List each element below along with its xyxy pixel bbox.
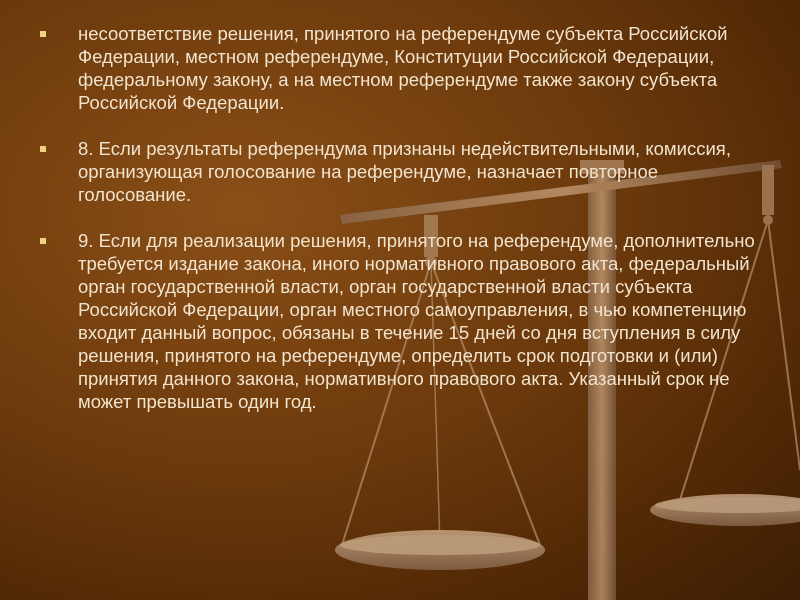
square-bullet-icon: [40, 238, 46, 244]
bullet-item-3: [40, 229, 770, 413]
bullet-item-2: [40, 137, 770, 206]
bullet-text-2: 8. Если результаты референдума признаны недействительными, комиссия, организующая голосование на референдуме, назначает повторное голосование.: [78, 138, 731, 205]
bullet-text-3: 9. Если для реализации решения, принятого на референдуме, дополнительно требуется издание закона, иного нормативного правового акта, федеральный орган государственной власти, орган государственной власти субъекта Российской Федерации, орган местного самоуправления, в чью компетенцию входит данный вопрос, обязаны в течение 15 дней со дня вступления в силу решения, принятого на референдуме, определить срок подготовки и (или) принятия данного закона, нормативного правового акта. Указанный срок не может превышать один год.: [78, 230, 755, 412]
bullet-text-1: несоответствие решения, принятого на референдуме субъекта Российской Федерации, местном референдуме, Конституции Российской Федерации, федеральному закону, а на местном референдуме также закону субъекта Российской Федерации.: [78, 23, 728, 113]
slide-content: [40, 22, 770, 436]
bullet-item-1: [40, 22, 770, 114]
square-bullet-icon: [40, 31, 46, 37]
square-bullet-icon: [40, 146, 46, 152]
